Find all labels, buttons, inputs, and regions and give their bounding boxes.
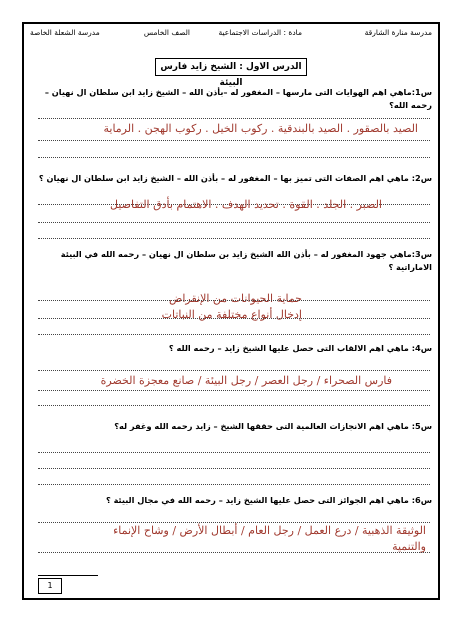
- question-1: س1:ماهي اهم الهوايات التى مارسها – المغفور له –بأذن الله – الشيخ زايد ابن سلطان ال نهيان – رحمه الله؟: [44, 87, 432, 110]
- header: [30, 28, 432, 40]
- answer-line: [38, 118, 430, 119]
- header-subject: مادة : الدراسات الاجتماعية: [218, 28, 302, 37]
- answer-line: [38, 222, 430, 223]
- page-number-rule: [38, 575, 98, 576]
- page-number: 1: [38, 578, 62, 594]
- header-school-right: مدرسة منارة الشارقة: [364, 28, 432, 37]
- answer-line: [38, 334, 430, 335]
- answer-4: فارس الصحراء / رجل العصر / رجل البيئة / صانع معجزة الخضرة: [100, 374, 392, 387]
- question-3: س3:ماهي جهود المغفور له – بأذن الله الشيخ زايد بن سلطان ال نهيان – رحمه الله في البيئة الاماراتية ؟: [60, 249, 432, 272]
- question-5: س5: ماهي اهم الانجازات العالمية التى حققها الشيخ – زايد رحمه الله وغفر له؟: [114, 421, 432, 431]
- answer-6a: الوثيقة الذهبية / درع العمل / رجل العام / أبطال الأرض / وشاح الإنماء: [113, 524, 426, 537]
- answer-line: [38, 157, 430, 158]
- answer-6b: والتنمية: [392, 540, 426, 553]
- answer-line: [38, 370, 430, 371]
- answer-line: [38, 390, 430, 391]
- header-school-left: مدرسة الشعلة الخاصة: [30, 28, 100, 37]
- answer-3b: إدخال أنواع مختلفة من النباتات: [161, 308, 302, 321]
- question-2: س2: ماهي اهم الصفات التى تميز بها – المغفور له – بأذن الله – الشيخ زايد ابن سلطان ال نهيان ؟: [38, 173, 432, 183]
- answer-3a: حماية الحيوانات من الإنقراض: [169, 292, 302, 305]
- answer-line: [38, 484, 430, 485]
- answer-line: [38, 318, 430, 319]
- answer-1: الصيد بالصقور . الصيد بالبندقية . ركوب الخيل . ركوب الهجن . الرماية: [103, 122, 418, 135]
- answer-line: [38, 522, 430, 523]
- answer-line: [38, 238, 430, 239]
- header-grade: الصف الخامس: [143, 28, 190, 37]
- answer-2: الصبر . الجلد . القوة . تحديد الهدف . الاهتمام بأدق التفاصيل: [109, 198, 382, 211]
- answer-line: [38, 468, 430, 469]
- answer-line: [38, 552, 430, 553]
- lesson-title: الدرس الاول : الشيخ زايد فارس البيئة: [155, 58, 307, 76]
- question-6: س6: ماهي اهم الجوائز التى حصل عليها الشيخ زايد – رحمه الله في مجال البيئة ؟: [105, 495, 432, 505]
- answer-line: [38, 452, 430, 453]
- answer-line: [38, 140, 430, 141]
- answer-line: [38, 300, 430, 301]
- question-4: س4: ماهي اهم الالقاب التى حصل عليها الشيخ زايد – رحمه الله ؟: [168, 343, 432, 353]
- answer-line: [38, 405, 430, 406]
